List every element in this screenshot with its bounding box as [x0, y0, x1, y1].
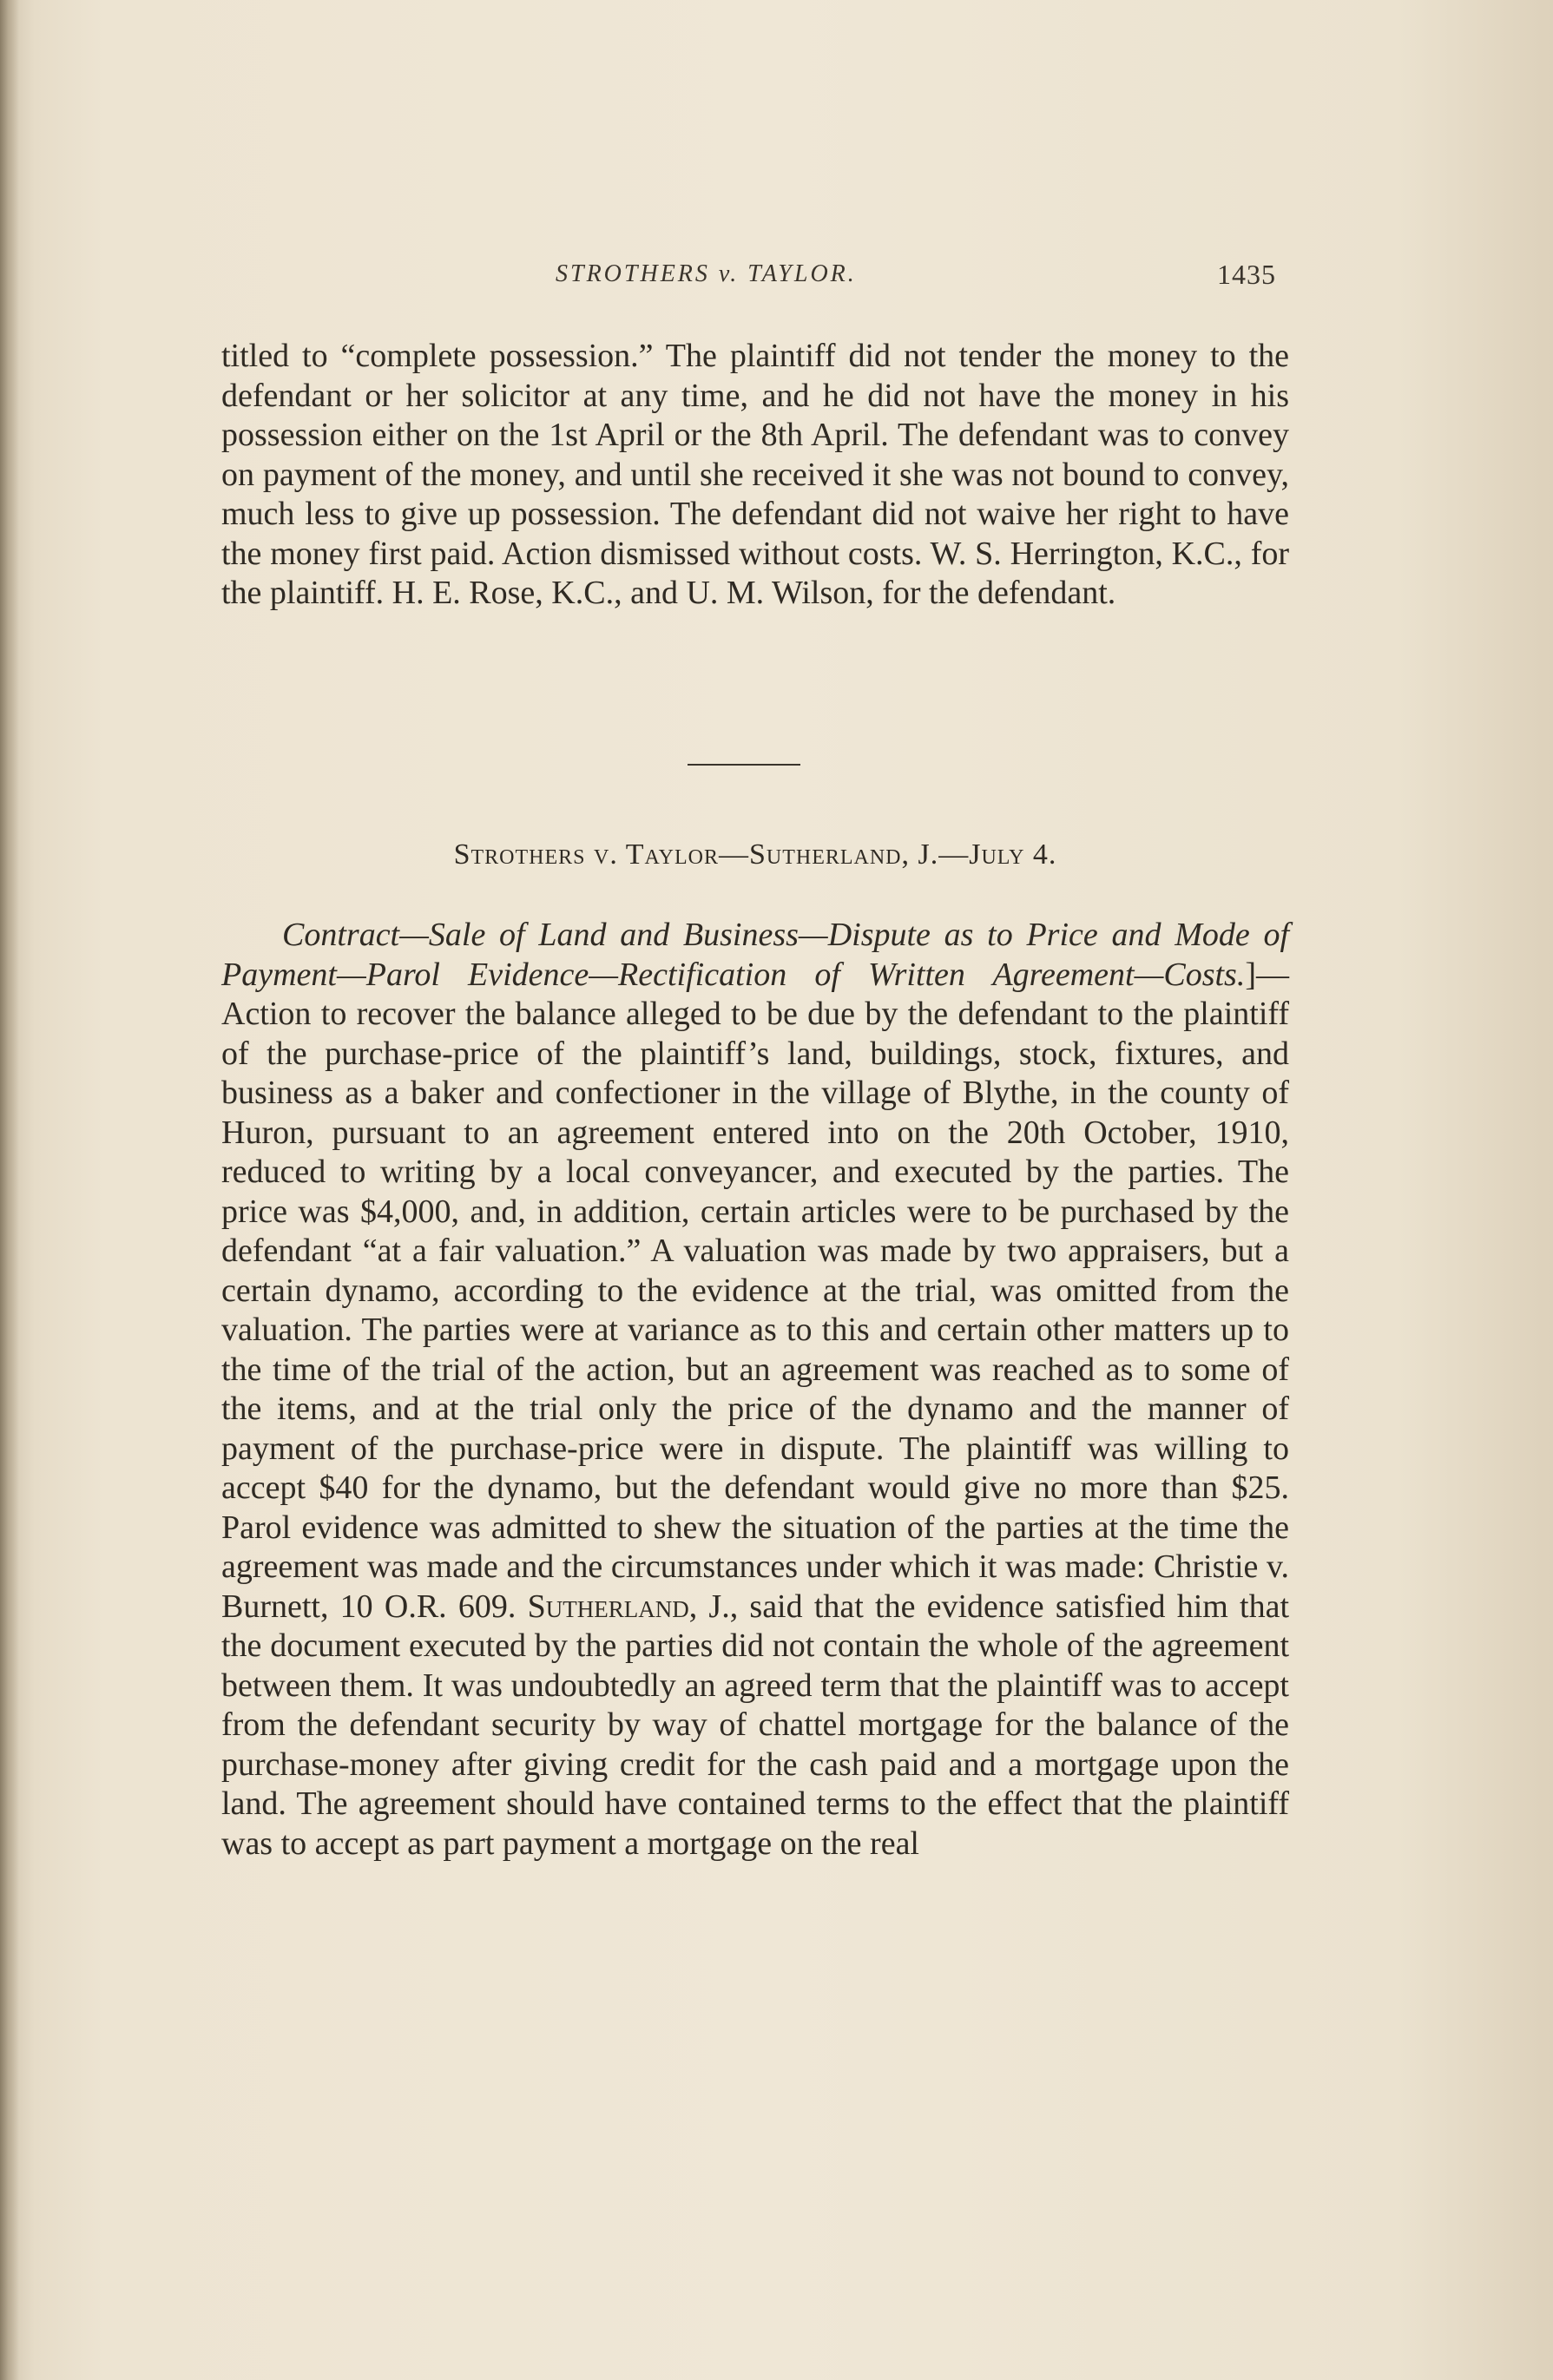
running-head-title: STROTHERS v. TAYLOR. [556, 260, 857, 287]
continuation-paragraph: titled to “complete possession.” The plaintiff did not tender the money to the defendant or her solicitor at any time, and he did not have the money in his possession either on the 1st April or the 8th April. The defendant was to convey on payment of the money, and until she received it she was not bound to convey, much less to give up possession. The defendant did not waive her right to have the money first paid. Action dismissed without costs. W. S. Herrington, K.C., for the plaintiff. H. E. Rose, K.C., and U. M. Wilson, for the defendant. [221, 338, 1289, 611]
judge-name: Sutherland, J. [527, 1588, 730, 1625]
headnote-text: ]—Action to recover the balance alleged to be due by the defendant to the plaintiff of the purchase-price of the plaintiff’s land, buildings, stock, fixtures, and business as a baker and confectioner in the village of Blythe, in the county of Huron, pursuant to an agreement entered into on the 20th October, 1910, reduced to writing by a local conveyancer, and executed by the parties. The price was $4,000, and, in addition, certain articles were to be purchased by the defendant “at a fair valuation.” A valuation was made by two appraisers, but a certain dynamo, according to the evidence at the trial, was omitted from the valuation. The parties were at variance as to this and certain other matters up to the time of the trial of the action, but an agreement was reached as to some of the items, and at the trial only the price of the dynamo and the manner of payment of the purchase-price were in dispute. The plaintiff was willing to accept $40 for the dynamo, but the defendant would give no more than $25. Parol evidence was admitted to shew the situation of the parties at the time the agreement was made and the circumstances under which it was made: Christie v. Burnett, 10 O.R. 609. [221, 956, 1289, 1625]
running-head [226, 260, 1276, 295]
page-number: 1435 [1217, 259, 1276, 290]
judgment-text: , said that the evidence satisfied him that the document executed by the parties did not contain the whole of the agreement between them. It was undoubtedly an agreed term that the plaintiff was to accept from the defendant security by way of chattel mortgage for the balance of the purchase-money after giving credit for the cash paid and a mortgage upon the land. The agreement should have contained terms to the effect that the plaintiff was to accept as part payment a mortgage on the real [221, 1588, 1289, 1862]
case-heading: Strothers v. Taylor—Sutherland, J.—July 4. [453, 838, 1057, 871]
page-gutter-shadow [0, 0, 19, 2380]
headnote-catchwords: Contract—Sale of Land and Business—Dispute as to Price and Mode of Payment—Parol Evidence—Rectification of Written Agreement—Costs. [221, 917, 1289, 993]
section-divider-rule [688, 764, 800, 766]
headnote-paragraph [221, 916, 1289, 1864]
